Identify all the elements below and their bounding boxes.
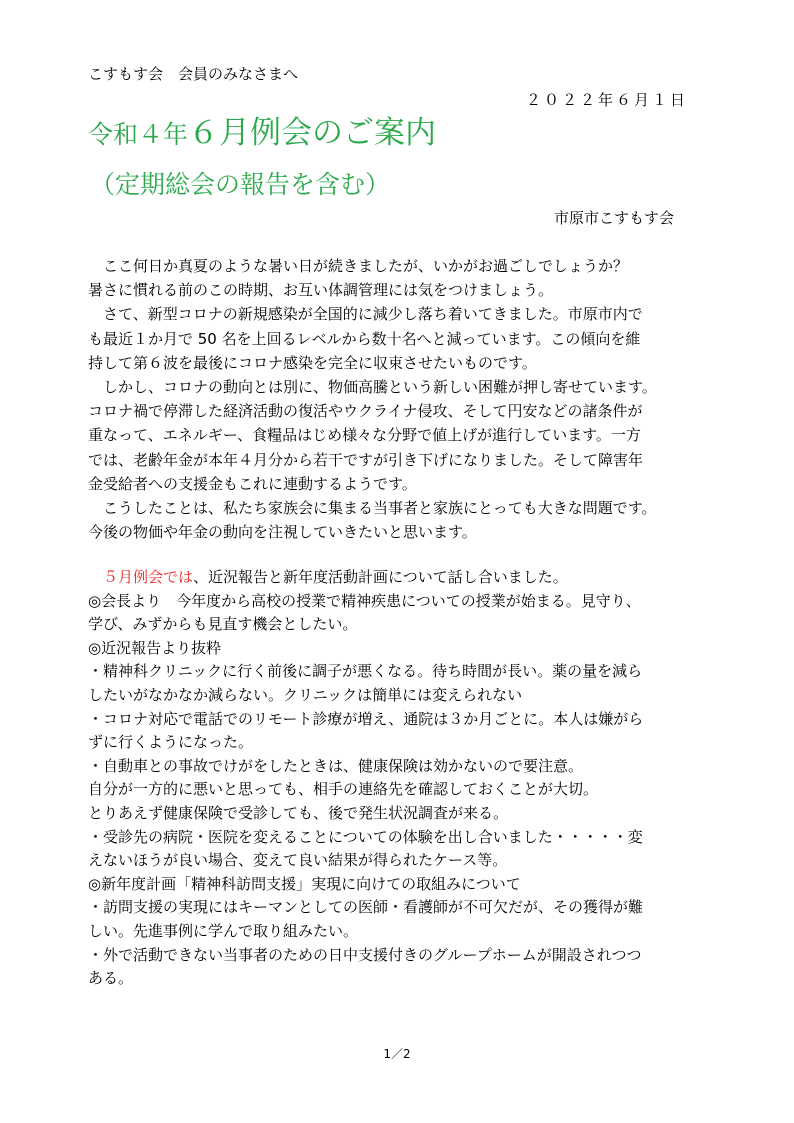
body-line: 重なって、エネルギー、食糧品はじめ様々な分野で値上げが進行しています。一方 [88, 426, 641, 445]
may-meeting-report [88, 566, 700, 991]
report-line: したいがなかなか減らない。クリニックは簡単には変えられない [88, 685, 523, 704]
body-line: では、老齢年金が本年４月分から若干ですが引き下げになりました。そして障害年 [88, 450, 644, 469]
letter-body [88, 254, 700, 544]
title-main: ６月例会のご案内 [188, 115, 437, 151]
report-line: ・精神科クリニックに行く前後に調子が悪くなる。待ち時間が長い。薬の量を減ら [88, 662, 643, 681]
body-line: こうしたことは、私たち家族会に集まる当事者と家族にとっても大きな問題です。 [88, 499, 657, 518]
body-line: しかし、コロナの動向とは別に、物価高騰という新しい困難が押し寄せています。 [88, 378, 657, 397]
report-line: しい。先進事例に学んで取り組みたい。 [88, 921, 359, 940]
report-line: ◎会長より 今年度から高校の授業で精神疾患についての授業が始まる。見守り、 [88, 591, 641, 610]
body-line: コロナ禍で停滞した経済活動の復活やウクライナ侵攻、そして円安などの諸条件が [88, 402, 643, 421]
title-prefix: 令和４年 [88, 120, 189, 149]
body-line: 持して第６波を最後にコロナ感染を完全に収束させたいものです。 [88, 353, 537, 372]
report-line: ◎新年度計画「精神科訪問支援」実現に向けての取組みについて [88, 874, 521, 893]
body-line: さて、新型コロナの新規感染が全国的に減少し落ち着いてきました。市原市内で [88, 305, 643, 324]
may-meeting-label: ５月例会では [103, 568, 194, 586]
page-title [88, 114, 436, 154]
report-line: ずに行くようになった。 [88, 733, 254, 752]
body-line: も最近１か月で 50 名を上回るレベルから数十名へと減っています。この傾向を維 [88, 329, 641, 348]
report-line: ・受診先の病院・医院を変えることについての体験を出し合いました・・・・・変 [88, 827, 643, 846]
body-line: ここ何日か真夏のような暑い日が続きましたが、いかがお過ごしでしょうか？ [88, 257, 629, 275]
may-meeting-intro [88, 566, 700, 590]
report-line: ・訪問支援の実現にはキーマンとしての医師・看護師が不可欠だが、その獲得が難 [88, 898, 644, 917]
report-line: えないほうが良い場合、変えて良い結果が得られたケース等。 [88, 851, 508, 870]
report-line: ・外で活動できない当事者のための日中支援付きのグループホームが開設されつつ [88, 945, 642, 964]
report-line: 学び、みずからも見直す機会としたい。 [88, 615, 358, 634]
body-line: 今後の物価や年金の動向を注視していきたいと思います。 [88, 523, 477, 542]
body-line: 金受給者への支援金もこれに連動するようです。 [88, 474, 417, 493]
page-subtitle: （定期総会の報告を含む） [90, 170, 391, 199]
report-line: ・コロナ対応で電話でのリモート診療が増え、通院は３か月ごとに。本人は嫌がら [88, 709, 644, 728]
body-line: 暑さに慣れる前のこの時期、お互い体調管理には気をつけましょう。 [88, 281, 554, 300]
report-line: 自分が一方的に悪いと思っても、相手の連絡先を確認しておくことが大切。 [88, 780, 599, 799]
may-meeting-intro-text: 、近況報告と新年度活動計画について話し合いました。 [193, 568, 568, 586]
organization-name: 市原市こすもす会 [553, 209, 674, 227]
report-line: ある。 [88, 969, 134, 988]
report-line: ◎近況報告より抜粋 [88, 638, 222, 657]
page-number: 1／2 [383, 1047, 411, 1061]
report-line: とりあえず健康保険で受診しても、後で発生状況調査が来る。 [88, 803, 509, 822]
document-date: ２０２２年６月１日 [525, 91, 688, 109]
recipient-greeting: こすもす会 会員のみなさまへ [88, 65, 299, 83]
report-line: ・自動車との事故でけがをしたときは、健康保険は効かないので要注意。 [88, 756, 584, 775]
